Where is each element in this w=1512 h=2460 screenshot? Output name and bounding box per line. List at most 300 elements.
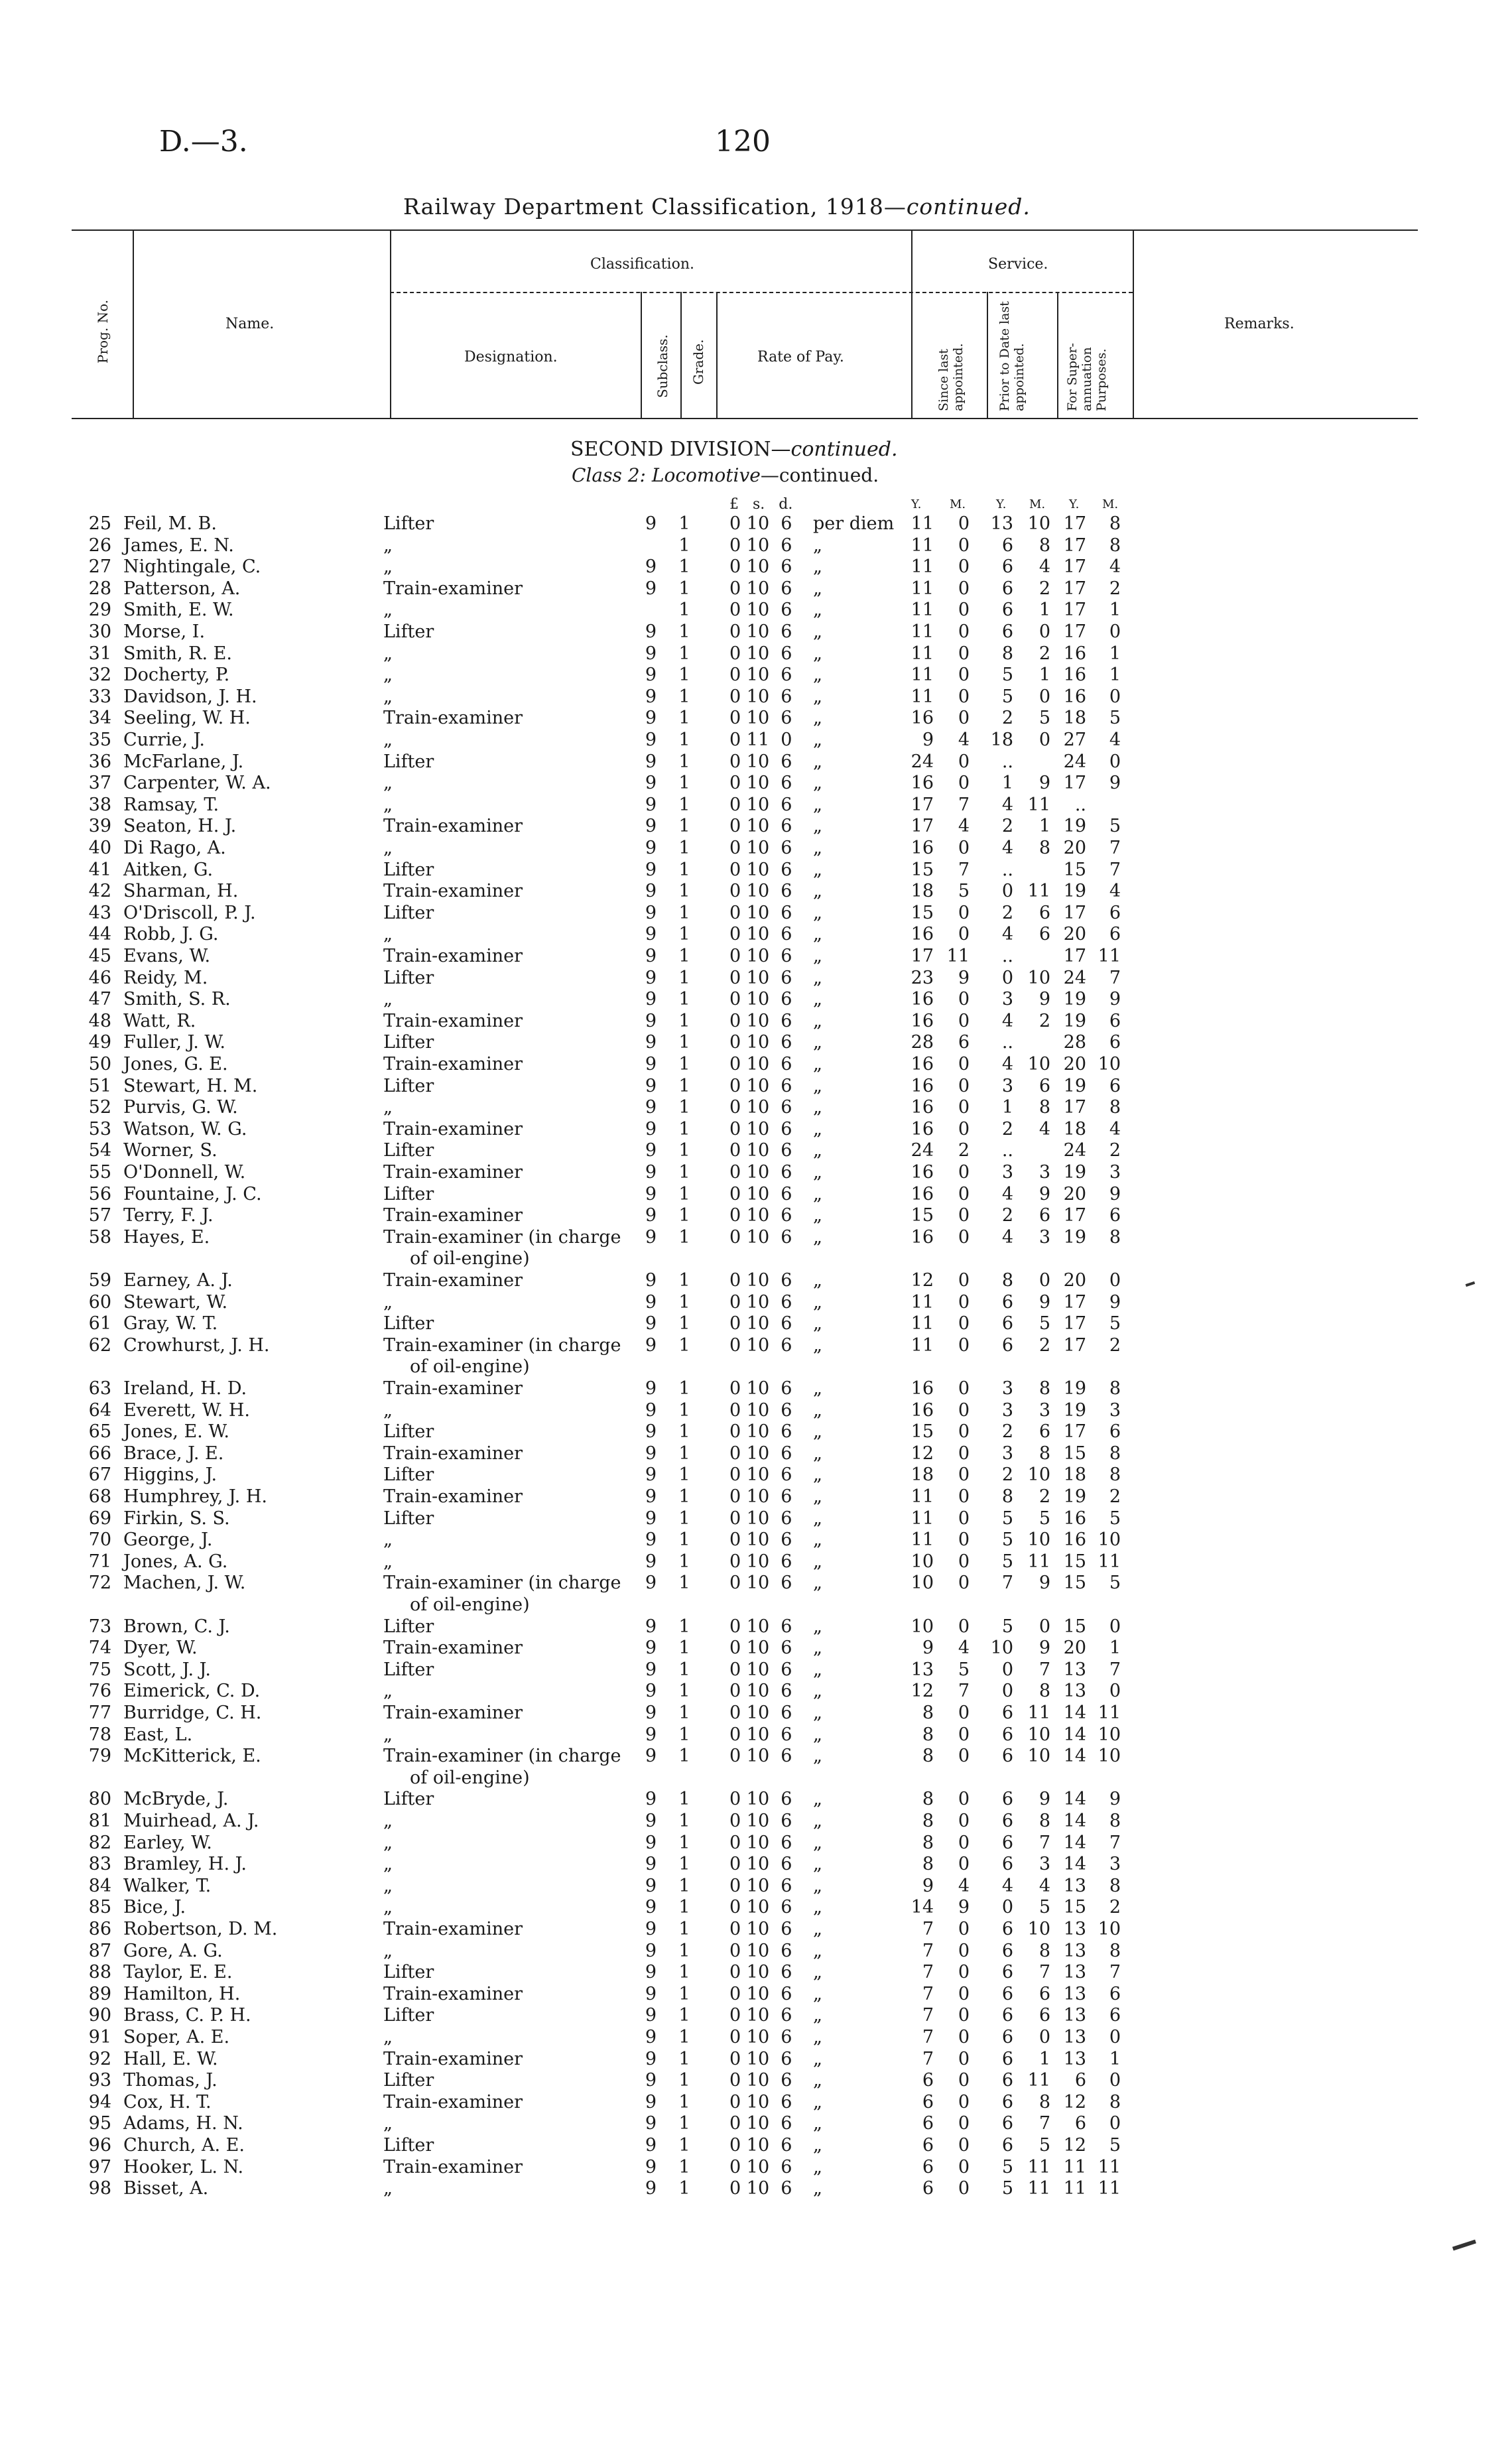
row-designation: „ <box>383 535 393 556</box>
row-subclass: 9 <box>645 1789 657 1810</box>
row-prior-months: 0 <box>1039 2027 1050 2047</box>
row-rate: 0 10 6 <box>729 556 792 578</box>
row-since-months: 7 <box>958 1681 970 1702</box>
row-since-years: 11 <box>911 665 934 686</box>
row-prior-months: 5 <box>1039 1508 1050 1529</box>
row-name: Watson, W. G. <box>123 1118 247 1139</box>
row-since-months: 0 <box>958 1940 970 1961</box>
row-since-months: 0 <box>958 665 970 686</box>
row-since-months: 0 <box>958 513 970 534</box>
row-grade: 1 <box>678 1054 690 1074</box>
row-name: Brown, C. J. <box>123 1616 230 1637</box>
row-since-years: 24 <box>911 751 934 772</box>
prog-number: 73 <box>88 1616 111 1637</box>
row-rate: 0 10 6 <box>729 2070 792 2091</box>
row-super-months: 1 <box>1109 643 1121 664</box>
row-rate: 0 10 6 <box>729 794 792 815</box>
row-super-years: 13 <box>1063 2048 1086 2069</box>
class-name: Locomotive <box>651 464 761 486</box>
row-prior-years: 6 <box>1001 1291 1013 1313</box>
row-since-years: 16 <box>911 1118 934 1139</box>
row-super-months: 11 <box>1098 946 1121 966</box>
row-per-diem: „ <box>813 1919 822 1939</box>
row-prior-years: 6 <box>1001 1854 1013 1875</box>
row-subclass: 9 <box>645 1486 657 1507</box>
row-prior-years: 10 <box>990 1638 1013 1659</box>
row-grade: 1 <box>678 1875 690 1896</box>
row-designation: Lifter <box>383 1313 434 1334</box>
row-per-diem: „ <box>813 1854 822 1875</box>
table-row <box>0 1032 1512 1053</box>
row-designation: „ <box>383 773 393 794</box>
row-since-years: 16 <box>911 1399 934 1421</box>
section-title <box>570 438 898 461</box>
row-rate: 0 10 6 <box>729 686 792 707</box>
row-rate: 0 10 6 <box>729 643 792 664</box>
row-designation: „ <box>383 1399 393 1421</box>
row-prior-months: 6 <box>1039 1983 1050 2004</box>
row-name: Ireland, H. D. <box>123 1378 247 1399</box>
row-since-years: 15 <box>911 902 934 923</box>
prog-number: 58 <box>88 1226 111 1248</box>
row-name: Carpenter, W. A. <box>123 773 271 794</box>
row-grade: 1 <box>678 1032 690 1053</box>
row-super-years: 24 <box>1063 1140 1086 1161</box>
row-rate: 0 10 6 <box>729 2091 792 2112</box>
row-since-months: 0 <box>958 1443 970 1464</box>
row-per-diem: „ <box>813 665 822 686</box>
unit-m1: M. <box>950 497 966 511</box>
row-prior-months: 10 <box>1027 1724 1050 1745</box>
row-since-years: 11 <box>911 1334 934 1356</box>
row-since-months: 0 <box>958 1270 970 1291</box>
row-grade: 1 <box>678 1789 690 1810</box>
row-designation: „ <box>383 2027 393 2047</box>
row-since-months: 0 <box>958 535 970 556</box>
row-rate: 0 10 6 <box>729 1940 792 1961</box>
header-divider-5 <box>716 292 718 418</box>
row-prior-months: 9 <box>1039 1789 1050 1810</box>
row-super-months: 4 <box>1109 881 1121 902</box>
row-super-years: 15 <box>1063 1897 1086 1918</box>
row-since-months: 0 <box>958 1573 970 1594</box>
row-subclass: 9 <box>645 1226 657 1248</box>
row-subclass: 9 <box>645 924 657 945</box>
row-since-months: 0 <box>958 1724 970 1745</box>
row-designation: Train-examiner <box>383 2048 523 2069</box>
row-name: Earney, A. J. <box>123 1270 233 1291</box>
row-since-years: 24 <box>911 1140 934 1161</box>
row-grade: 1 <box>678 2156 690 2177</box>
row-super-years: 28 <box>1063 1032 1086 1053</box>
row-name: Fuller, J. W. <box>123 1032 225 1053</box>
table-row <box>0 1443 1512 1464</box>
prog-number: 70 <box>88 1529 111 1551</box>
row-rate: 0 10 6 <box>729 1010 792 1031</box>
table-row <box>0 1270 1512 1291</box>
row-since-years: 11 <box>911 600 934 621</box>
prog-number: 31 <box>88 643 111 664</box>
row-name: Davidson, J. H. <box>123 686 257 707</box>
row-name: Morse, I. <box>123 621 206 642</box>
row-prior-months: 6 <box>1039 2005 1050 2026</box>
row-designation: Train-examiner <box>383 1118 523 1139</box>
row-super-months: 7 <box>1109 1832 1121 1853</box>
row-since-years: 11 <box>911 535 934 556</box>
row-designation: „ <box>383 1724 393 1745</box>
class-label: Class 2: <box>572 464 646 486</box>
row-prior-months: 6 <box>1039 1205 1050 1226</box>
table-row <box>0 1486 1512 1508</box>
row-super-months: 9 <box>1109 773 1121 794</box>
row-name: O'Driscoll, P. J. <box>123 902 256 923</box>
row-since-years: 16 <box>911 1054 934 1074</box>
row-designation: Train-examiner <box>383 1162 523 1183</box>
row-subclass: 9 <box>645 1075 657 1096</box>
row-super-years: 19 <box>1063 881 1086 902</box>
row-since-months: 0 <box>958 989 970 1010</box>
row-since-years: 7 <box>922 2005 934 2026</box>
prog-number: 36 <box>88 751 111 772</box>
row-super-years: 20 <box>1063 1270 1086 1291</box>
designation-continuation: of oil-engine) <box>410 1767 530 1788</box>
table-row <box>0 1529 1512 1551</box>
row-rate: 0 10 6 <box>729 946 792 966</box>
prog-number: 89 <box>88 1983 111 2004</box>
row-per-diem: „ <box>813 1811 822 1831</box>
row-designation: „ <box>383 665 393 686</box>
row-rate: 0 10 6 <box>729 1832 792 1853</box>
prog-number: 54 <box>88 1140 111 1161</box>
row-per-diem: „ <box>813 1226 822 1248</box>
row-since-months: 0 <box>958 1097 970 1118</box>
row-rate: 0 10 6 <box>729 1529 792 1551</box>
col-header-designation: Designation. <box>464 349 558 365</box>
row-name: Worner, S. <box>123 1140 218 1161</box>
row-super-months: 1 <box>1109 665 1121 686</box>
prog-number: 90 <box>88 2005 111 2026</box>
row-super-months: 6 <box>1109 1983 1121 2004</box>
table-row <box>0 1746 1512 1767</box>
row-designation: „ <box>383 989 393 1010</box>
row-prior-months: 11 <box>1027 2070 1050 2091</box>
row-since-months: 0 <box>958 2091 970 2112</box>
row-rate: 0 10 6 <box>729 1097 792 1118</box>
row-subclass: 9 <box>645 838 657 858</box>
row-designation: Train-examiner <box>383 1010 523 1031</box>
prog-number: 52 <box>88 1097 111 1118</box>
row-since-years: 8 <box>922 1746 934 1767</box>
row-prior-months: 10 <box>1027 1529 1050 1551</box>
table-row <box>0 513 1512 535</box>
prog-number: 47 <box>88 989 111 1010</box>
table-row <box>0 708 1512 729</box>
row-super-months: 11 <box>1098 2178 1121 2199</box>
row-prior-months: 7 <box>1039 1832 1050 1853</box>
header-divider-6 <box>911 229 913 418</box>
prog-number: 77 <box>88 1703 111 1723</box>
row-name: Nightingale, C. <box>123 556 261 578</box>
table-row <box>0 1508 1512 1529</box>
row-super-months: 0 <box>1109 1681 1121 1702</box>
row-super-years: 15 <box>1063 1573 1086 1594</box>
title-continued: continued. <box>906 194 1031 220</box>
row-prior-months: 8 <box>1039 1811 1050 1831</box>
row-subclass: 9 <box>645 902 657 923</box>
table-row <box>0 686 1512 708</box>
row-super-months: 0 <box>1109 2113 1121 2134</box>
prog-number: 87 <box>88 1940 111 1961</box>
row-per-diem: „ <box>813 2027 822 2047</box>
row-designation: „ <box>383 2178 393 2199</box>
row-subclass: 9 <box>645 686 657 707</box>
row-since-years: 14 <box>911 1897 934 1918</box>
prog-number: 84 <box>88 1875 111 1896</box>
row-subclass: 9 <box>645 1638 657 1659</box>
row-super-years: 14 <box>1063 1746 1086 1767</box>
row-super-months: 7 <box>1109 1962 1121 1983</box>
row-prior-years: 3 <box>1001 1378 1013 1399</box>
row-super-years: 17 <box>1063 773 1086 794</box>
table-row <box>0 1638 1512 1659</box>
row-super-months: 7 <box>1109 1659 1121 1680</box>
row-subclass: 9 <box>645 2156 657 2177</box>
row-super-months: 3 <box>1109 1162 1121 1183</box>
row-rate: 0 10 6 <box>729 1724 792 1745</box>
row-designation: Lifter <box>383 1032 434 1053</box>
prog-number: 86 <box>88 1919 111 1939</box>
row-super-years: 16 <box>1063 1508 1086 1529</box>
row-since-months: 5 <box>958 881 970 902</box>
row-designation: „ <box>383 556 393 578</box>
row-prior-years: 6 <box>1001 1724 1013 1745</box>
row-per-diem: „ <box>813 751 822 772</box>
row-since-months: 9 <box>958 967 970 988</box>
table-row <box>0 2178 1512 2199</box>
row-super-months: 10 <box>1098 1919 1121 1939</box>
row-super-months: 10 <box>1098 1724 1121 1745</box>
row-subclass: 9 <box>645 1573 657 1594</box>
prog-number: 72 <box>88 1573 111 1594</box>
row-designation: „ <box>383 1681 393 1702</box>
row-rate: 0 10 6 <box>729 1854 792 1875</box>
row-since-years: 9 <box>922 1638 934 1659</box>
row-super-years: 18 <box>1063 708 1086 729</box>
row-super-years: 17 <box>1063 946 1086 966</box>
row-prior-years: 2 <box>1001 1205 1013 1226</box>
table-row <box>0 1941 1512 1962</box>
row-since-months: 0 <box>958 1616 970 1637</box>
table-row <box>0 2070 1512 2091</box>
row-since-years: 17 <box>911 794 934 815</box>
row-designation: Lifter <box>383 902 434 923</box>
row-prior-years: 1 <box>1001 773 1013 794</box>
row-since-months: 7 <box>958 859 970 880</box>
row-since-years: 7 <box>922 1983 934 2004</box>
row-super-years: 19 <box>1063 1010 1086 1031</box>
row-since-months: 0 <box>958 2178 970 2199</box>
designation-continuation: of oil-engine) <box>410 1594 530 1615</box>
prog-number: 65 <box>88 1421 111 1443</box>
row-designation: Lifter <box>383 1508 434 1529</box>
row-subclass: 9 <box>645 556 657 578</box>
row-super-months: 2 <box>1109 1334 1121 1356</box>
row-subclass: 9 <box>645 2113 657 2134</box>
table-row <box>0 1313 1512 1334</box>
row-super-years: 19 <box>1063 1378 1086 1399</box>
row-since-months: 0 <box>958 1183 970 1204</box>
row-since-months: 0 <box>958 1854 970 1875</box>
row-since-years: 16 <box>911 1378 934 1399</box>
row-super-years: 13 <box>1063 2005 1086 2026</box>
prog-number: 93 <box>88 2070 111 2091</box>
row-name: Higgins, J. <box>123 1464 218 1486</box>
row-grade: 1 <box>678 1378 690 1399</box>
prog-number: 29 <box>88 600 111 621</box>
row-super-months: 6 <box>1109 1010 1121 1031</box>
prog-number: 43 <box>88 902 111 923</box>
row-super-years: 13 <box>1063 1875 1086 1896</box>
row-name: Evans, W. <box>123 946 211 966</box>
row-grade: 1 <box>678 881 690 902</box>
row-super-years: 19 <box>1063 1399 1086 1421</box>
row-since-years: 16 <box>911 773 934 794</box>
row-grade: 1 <box>678 1832 690 1853</box>
row-grade: 1 <box>678 1205 690 1226</box>
row-prior-months: 6 <box>1039 924 1050 945</box>
prog-number: 39 <box>88 816 111 837</box>
row-designation: „ <box>383 600 393 621</box>
table-row <box>0 665 1512 686</box>
row-since-months: 0 <box>958 1919 970 1939</box>
row-rate: 0 10 6 <box>729 773 792 794</box>
row-grade: 1 <box>678 643 690 664</box>
row-prior-years: 8 <box>1001 643 1013 664</box>
row-since-months: 0 <box>958 838 970 858</box>
row-super-months: 0 <box>1109 686 1121 707</box>
row-per-diem: „ <box>813 946 822 966</box>
row-super-months: 0 <box>1109 751 1121 772</box>
row-since-months: 0 <box>958 1421 970 1443</box>
table-row <box>0 989 1512 1010</box>
row-subclass: 9 <box>645 578 657 599</box>
row-super-months: 0 <box>1109 2027 1121 2047</box>
row-super-months: 10 <box>1098 1529 1121 1551</box>
row-prior-years: 5 <box>1001 1529 1013 1551</box>
row-super-years: 14 <box>1063 1724 1086 1745</box>
row-name: Fountaine, J. C. <box>123 1183 262 1204</box>
col-header-subclass: Subclass. <box>655 334 670 398</box>
row-prior-years: 5 <box>1001 665 1013 686</box>
row-subclass: 9 <box>645 1832 657 1853</box>
row-grade: 1 <box>678 902 690 923</box>
row-subclass: 9 <box>645 1681 657 1702</box>
row-since-years: 11 <box>911 1291 934 1313</box>
row-prior-years: 6 <box>1001 1832 1013 1853</box>
row-prior-years: 5 <box>1001 2156 1013 2177</box>
row-super-years: 17 <box>1063 578 1086 599</box>
row-subclass: 9 <box>645 1875 657 1896</box>
row-subclass: 9 <box>645 2178 657 2199</box>
table-row <box>0 1573 1512 1594</box>
col-header-superannuation: For Super-annuation Purposes. <box>1065 343 1109 411</box>
row-super-months: 5 <box>1109 1508 1121 1529</box>
row-name: Reidy, M. <box>123 967 208 988</box>
row-per-diem: „ <box>813 1616 822 1637</box>
title-main: Railway Department Classification, 1918— <box>403 194 907 220</box>
row-since-years: 15 <box>911 1421 934 1443</box>
row-rate: 0 10 6 <box>729 1681 792 1702</box>
row-prior-months: 8 <box>1039 535 1050 556</box>
prog-number: 82 <box>88 1832 111 1853</box>
row-prior-years: .. <box>1001 1140 1013 1161</box>
row-name: Seeling, W. H. <box>123 708 251 729</box>
row-since-years: 16 <box>911 1097 934 1118</box>
row-prior-months: 0 <box>1039 1616 1050 1637</box>
row-prior-years: 1 <box>1001 1097 1013 1118</box>
row-super-years: 17 <box>1063 1334 1086 1356</box>
row-super-years: 17 <box>1063 1421 1086 1443</box>
row-super-months: 8 <box>1109 535 1121 556</box>
prog-number: 55 <box>88 1162 111 1183</box>
row-since-months: 0 <box>958 1205 970 1226</box>
row-prior-years: 2 <box>1001 816 1013 837</box>
row-prior-months: 8 <box>1039 1681 1050 1702</box>
row-since-years: 6 <box>922 2070 934 2091</box>
row-name: Gore, A. G. <box>123 1940 223 1961</box>
prog-number: 92 <box>88 2048 111 2069</box>
row-per-diem: „ <box>813 2113 822 2134</box>
row-since-months: 0 <box>958 686 970 707</box>
header-rule-top <box>72 229 1418 231</box>
row-prior-years: 3 <box>1001 1443 1013 1464</box>
row-prior-years: 6 <box>1001 2048 1013 2069</box>
col-header-since-last: Since last appointed. <box>936 343 966 411</box>
row-since-months: 0 <box>958 1962 970 1983</box>
row-rate: 0 10 6 <box>729 1464 792 1486</box>
row-per-diem: „ <box>813 1529 822 1551</box>
row-prior-years: 6 <box>1001 1746 1013 1767</box>
row-grade: 1 <box>678 513 690 534</box>
row-super-years: 18 <box>1063 1118 1086 1139</box>
row-subclass: 9 <box>645 1854 657 1875</box>
row-prior-years: 4 <box>1001 1010 1013 1031</box>
row-super-months: 2 <box>1109 578 1121 599</box>
table-row <box>0 1833 1512 1854</box>
row-prior-years: 4 <box>1001 794 1013 815</box>
prog-number: 41 <box>88 859 111 880</box>
row-since-months: 4 <box>958 1638 970 1659</box>
row-super-years: 16 <box>1063 686 1086 707</box>
unit-m3: M. <box>1102 497 1119 511</box>
table-row <box>0 1551 1512 1573</box>
row-subclass: 9 <box>645 1746 657 1767</box>
row-designation: Lifter <box>383 1659 434 1680</box>
prog-number: 50 <box>88 1054 111 1074</box>
row-per-diem: „ <box>813 1940 822 1961</box>
row-grade: 1 <box>678 1659 690 1680</box>
row-designation: Lifter <box>383 751 434 772</box>
row-since-years: 11 <box>911 513 934 534</box>
row-per-diem: „ <box>813 1659 822 1680</box>
row-prior-years: 5 <box>1001 1508 1013 1529</box>
row-name: Sharman, H. <box>123 881 239 902</box>
row-super-years: 14 <box>1063 1832 1086 1853</box>
division-name: SECOND DIVISION— <box>570 438 791 461</box>
row-prior-years: 6 <box>1001 535 1013 556</box>
row-prior-months: 0 <box>1039 621 1050 642</box>
row-name: McBryde, J. <box>123 1789 229 1810</box>
